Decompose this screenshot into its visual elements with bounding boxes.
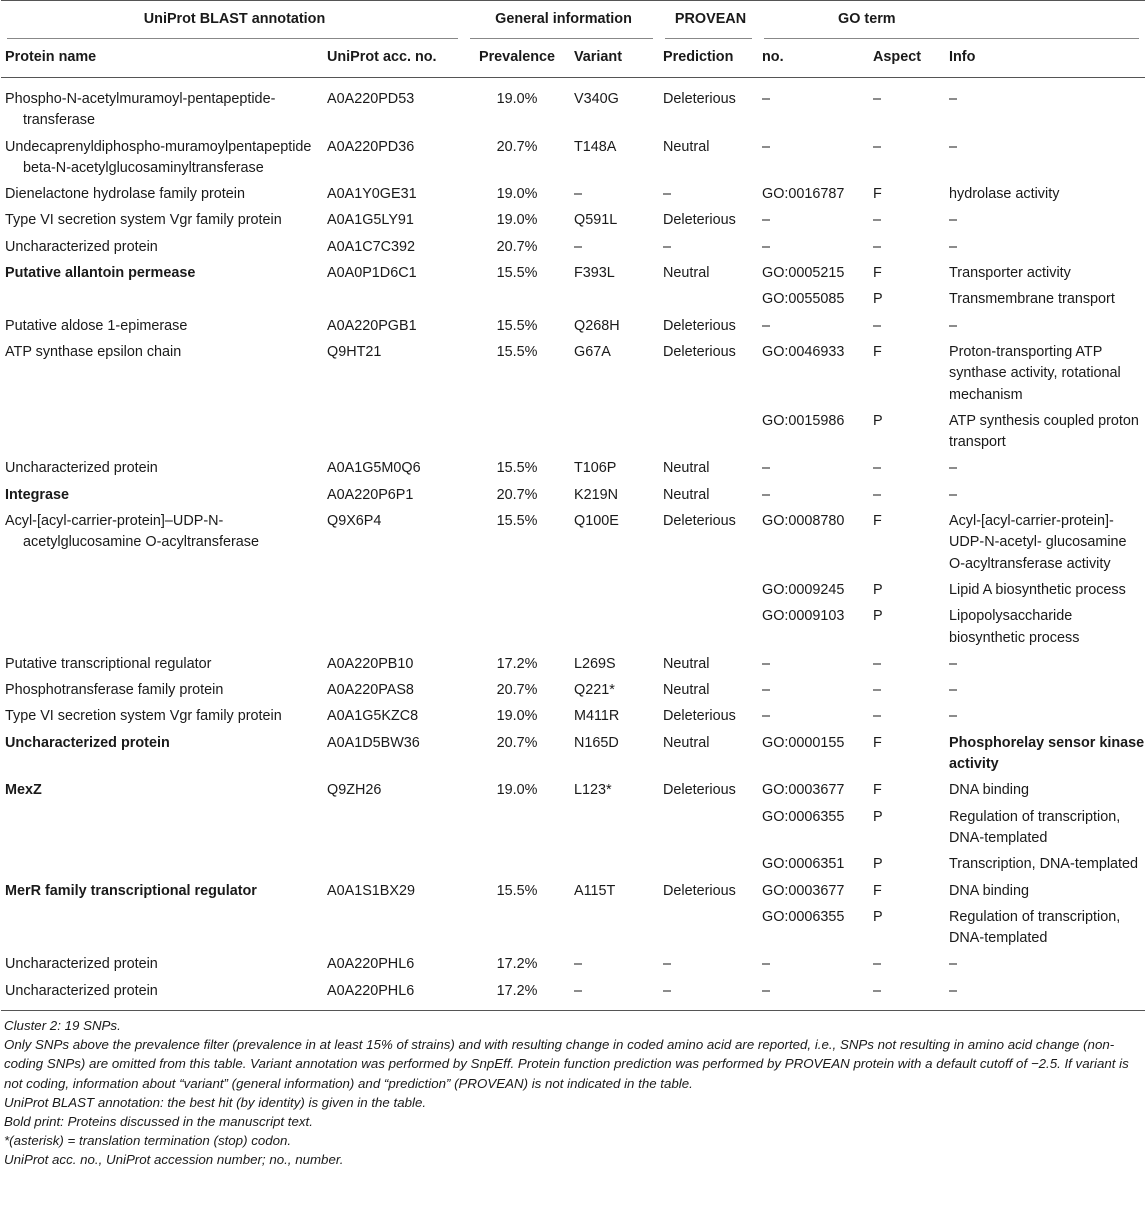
go-number-cell: – — [762, 956, 771, 973]
go-info-cell: – — [949, 317, 958, 334]
accession-cell: A0A1C7C392 — [327, 238, 416, 255]
column-header: Protein name — [1, 39, 323, 78]
go-aspect-cell: P — [873, 412, 883, 429]
go-info-cell: – — [949, 682, 958, 699]
prevalence-cell: 15.5% — [496, 265, 538, 282]
prevalence-cell: 19.0% — [496, 91, 538, 107]
prevalence-cell: 19.0% — [496, 186, 538, 203]
group-header-provean: PROVEAN — [659, 1, 758, 40]
variant-cell: A115T — [574, 882, 616, 899]
variant-cell: – — [574, 186, 583, 203]
column-header: Aspect — [869, 39, 945, 78]
table-row — [1, 210, 1145, 236]
accession-cell: A0A1G5LY91 — [327, 212, 414, 229]
go-info-cell: – — [949, 655, 958, 672]
prediction-cell: Neutral — [663, 734, 710, 751]
variant-cell: – — [574, 238, 583, 255]
go-number-cell: GO:0003677 — [762, 882, 845, 899]
protein-name-cell: MerR family transcriptional regulator — [5, 882, 257, 899]
prevalence-cell: 17.2% — [464, 981, 570, 1011]
go-aspect-cell: P — [873, 581, 883, 598]
prediction-cell: Deleterious — [663, 343, 736, 360]
go-number-cell: GO:0006351 — [762, 856, 845, 873]
go-aspect-cell: P — [873, 608, 883, 625]
go-aspect-cell: – — [873, 682, 882, 699]
prediction-cell: Deleterious — [663, 782, 736, 799]
go-info-cell: Regulation of transcription, DNA-templated — [949, 908, 1121, 947]
protein-name-cell: Type VI secretion system Vgr family protein — [5, 212, 282, 229]
prediction-cell: – — [663, 186, 672, 203]
go-aspect-cell: – — [873, 91, 882, 107]
prediction-cell: – — [663, 238, 672, 255]
prediction-cell: – — [663, 956, 672, 973]
prevalence-cell: 20.7% — [496, 682, 538, 699]
prevalence-cell: 17.2% — [496, 956, 538, 973]
go-number-cell: – — [762, 91, 771, 107]
variant-cell: Q591L — [574, 212, 618, 229]
table-row — [1, 458, 1145, 484]
accession-cell: A0A1Y0GE31 — [327, 186, 417, 203]
variant-cell: L123* — [574, 782, 612, 799]
go-number-cell: – — [758, 981, 869, 1011]
accession-cell: A0A220PAS8 — [327, 682, 414, 699]
accession-cell: A0A220P6P1 — [327, 486, 414, 503]
variant-cell: K219N — [574, 486, 619, 503]
variant-cell: T148A — [574, 138, 617, 155]
table-body — [1, 78, 1145, 1011]
go-info-cell: Lipopolysaccharide biosynthetic process — [949, 608, 1080, 646]
go-info-cell: – — [949, 486, 958, 503]
prevalence-cell: 15.5% — [496, 513, 538, 530]
protein-name-cell: Uncharacterized protein — [5, 460, 158, 477]
go-number-cell: – — [762, 655, 771, 672]
prediction-cell: Neutral — [663, 682, 710, 699]
go-number-cell: – — [762, 212, 771, 229]
go-aspect-cell: F — [873, 734, 882, 751]
prevalence-cell: 15.5% — [496, 343, 538, 360]
protein-name-cell: ATP synthase epsilon chain — [5, 343, 182, 360]
variant-cell: – — [570, 981, 659, 1011]
protein-name-cell: Putative allantoin permease — [5, 265, 196, 282]
go-aspect-cell: – — [873, 212, 882, 229]
table-row — [1, 981, 1145, 1011]
table-row — [1, 780, 1145, 806]
go-aspect-cell: – — [869, 981, 945, 1011]
go-number-cell: GO:0055085 — [762, 291, 845, 308]
go-aspect-cell: F — [873, 513, 882, 530]
go-aspect-cell: – — [873, 238, 882, 255]
accession-cell: A0A0P1D6C1 — [327, 265, 417, 282]
column-header: no. — [758, 39, 869, 78]
go-aspect-cell: – — [873, 486, 882, 503]
protein-name-cell: Type VI secretion system Vgr family protein — [5, 708, 282, 725]
table-row — [1, 78, 1145, 137]
go-info-cell: DNA binding — [949, 882, 1030, 899]
footnote-line: UniProt BLAST annotation: the best hit (by identity) is given in the table. — [4, 1094, 427, 1110]
group-header-uniprot: UniProt BLAST annotation — [1, 1, 464, 40]
protein-name-cell: Dienelactone hydrolase family protein — [5, 186, 245, 203]
table-row — [1, 511, 1145, 580]
go-number-cell: GO:0009103 — [762, 608, 845, 625]
go-number-cell: GO:0006355 — [762, 908, 845, 925]
protein-name-cell: Phospho-N-acetylmuramoyl-pentapeptide-transferase — [5, 91, 276, 129]
variant-cell: Q100E — [574, 513, 619, 530]
column-header: Prediction — [659, 39, 758, 78]
prediction-cell: Deleterious — [663, 513, 736, 530]
prevalence-cell: 20.7% — [496, 138, 538, 155]
prediction-cell: Neutral — [663, 486, 710, 503]
accession-cell: A0A1D5BW36 — [327, 734, 420, 751]
go-aspect-cell: F — [873, 186, 882, 203]
go-info-cell: – — [949, 91, 958, 107]
prediction-cell: Deleterious — [663, 708, 736, 725]
accession-cell: A0A220PB10 — [327, 655, 414, 672]
protein-name-cell: Putative aldose 1-epimerase — [5, 317, 188, 334]
protein-name-cell: Uncharacterized protein — [5, 238, 158, 255]
go-info-cell: Regulation of transcription, DNA-templated — [949, 808, 1121, 846]
go-number-cell: – — [762, 682, 771, 699]
table-row — [1, 137, 1145, 185]
prevalence-cell: 15.5% — [496, 882, 538, 899]
column-header-row — [1, 39, 1145, 78]
prevalence-cell: 20.7% — [496, 238, 538, 255]
table-row — [1, 680, 1145, 706]
footnote-line: Bold print: Proteins discussed in the manuscript text. — [4, 1114, 313, 1129]
protein-name-cell: Uncharacterized protein — [5, 956, 158, 973]
prediction-cell: Deleterious — [663, 91, 736, 107]
prevalence-cell: 19.0% — [496, 212, 538, 229]
go-number-cell: GO:0003677 — [762, 782, 845, 799]
protein-name-cell: Putative transcriptional regulator — [5, 655, 212, 672]
protein-name-cell: Integrase — [5, 486, 69, 503]
go-info-cell: Transmembrane transport — [949, 291, 1115, 308]
prediction-cell: Neutral — [663, 265, 710, 282]
footnote-line: Cluster 2: 19 SNPs. — [4, 1017, 121, 1033]
variant-cell: N165D — [574, 734, 619, 751]
prevalence-cell: 15.5% — [496, 317, 538, 334]
go-number-cell: – — [762, 138, 771, 155]
footnote-line: Only SNPs above the prevalence filter (prevalence in at least 15% of strains) and with resulting change in coded amino acid are reported, i.e., SNPs not resulting in amino acid change (non-coding SNPs) are omitted from this table. Variant annotation was performed by SnpEff. Protein function prediction was performed by PROVEAN protein with a default cutoff of −2.5. If variant is not coding, information about “variant” (general information) and “prediction” (PROVEAN) is not indicated in the table. — [4, 1037, 1129, 1091]
go-info-cell: Lipid A biosynthetic process — [949, 581, 1126, 598]
go-info-cell: ATP synthesis coupled proton transport — [949, 412, 1139, 451]
group-header-general: General information — [464, 1, 659, 40]
go-aspect-cell: F — [873, 782, 882, 799]
group-header-go-term: GO term — [758, 1, 1145, 40]
go-number-cell: GO:0046933 — [762, 343, 845, 360]
group-header-row — [1, 1, 1145, 40]
column-header: Info — [945, 39, 1145, 78]
column-header: Variant — [570, 39, 659, 78]
protein-name-cell: Uncharacterized protein — [1, 981, 323, 1011]
go-aspect-cell: F — [873, 343, 882, 360]
go-aspect-cell: – — [873, 317, 882, 334]
go-number-cell: GO:0005215 — [762, 265, 845, 282]
go-aspect-cell: – — [873, 138, 882, 155]
go-number-cell: GO:0016787 — [762, 186, 845, 203]
go-number-cell: GO:0008780 — [762, 513, 845, 530]
accession-cell: Q9ZH26 — [327, 782, 382, 799]
accession-cell: A0A220PD36 — [327, 138, 415, 155]
go-number-cell: – — [762, 460, 771, 477]
go-aspect-cell: F — [873, 265, 882, 282]
table-row — [1, 237, 1145, 263]
accession-cell: A0A220PHL6 — [327, 956, 415, 973]
go-aspect-cell: P — [873, 291, 883, 308]
table-row — [1, 881, 1145, 907]
accession-cell: Q9X6P4 — [327, 513, 382, 530]
table-row — [1, 706, 1145, 732]
table-row — [1, 342, 1145, 411]
go-aspect-cell: – — [873, 460, 882, 477]
go-aspect-cell: F — [873, 882, 882, 899]
table-row — [1, 184, 1145, 210]
table-row — [1, 485, 1145, 511]
protein-name-cell: Uncharacterized protein — [5, 734, 170, 751]
go-info-cell: hydrolase activity — [949, 186, 1060, 203]
go-aspect-cell: P — [873, 808, 883, 825]
go-number-cell: GO:0006355 — [762, 808, 845, 825]
prediction-cell: – — [659, 981, 758, 1011]
go-info-cell: – — [949, 956, 958, 973]
table-row — [1, 263, 1145, 289]
prevalence-cell: 17.2% — [496, 655, 538, 672]
go-number-cell: – — [762, 486, 771, 503]
protein-name-cell: Phosphotransferase family protein — [5, 682, 224, 699]
go-info-cell: – — [949, 138, 958, 155]
go-info-cell: Transcription, DNA-templated — [949, 856, 1139, 873]
go-info-cell: Proton-transporting ATP synthase activity, rotational mechanism — [949, 343, 1121, 403]
table-footnotes — [0, 1011, 1146, 1170]
go-number-cell: – — [762, 708, 771, 725]
footnote-line: UniProt acc. no., UniProt accession number; no., number. — [4, 1152, 344, 1168]
prediction-cell: Neutral — [663, 138, 710, 155]
column-header: Prevalence — [464, 39, 570, 78]
prevalence-cell: 19.0% — [496, 782, 538, 799]
go-number-cell: – — [762, 238, 771, 255]
go-info-cell: – — [949, 460, 958, 477]
go-number-cell: – — [762, 317, 771, 334]
go-aspect-cell: P — [873, 856, 883, 873]
column-header: UniProt acc. no. — [323, 39, 464, 78]
accession-cell: A0A220PD53 — [327, 91, 415, 107]
prevalence-cell: 20.7% — [496, 734, 538, 751]
protein-name-cell: MexZ — [5, 782, 42, 799]
go-info-cell: – — [949, 212, 958, 229]
variant-cell: L269S — [574, 655, 616, 672]
prevalence-cell: 15.5% — [496, 460, 538, 477]
go-aspect-cell: P — [873, 908, 883, 925]
table-row — [1, 654, 1145, 680]
variant-cell: T106P — [574, 460, 617, 477]
prediction-cell: Deleterious — [663, 212, 736, 229]
variant-cell: M411R — [574, 708, 620, 725]
variant-cell: – — [574, 956, 583, 973]
go-info-cell: Transporter activity — [949, 265, 1071, 282]
prediction-cell: Deleterious — [663, 317, 736, 334]
table-row — [1, 733, 1145, 781]
go-info-cell: – — [949, 708, 958, 725]
variant-cell: Q268H — [574, 317, 620, 334]
go-info-cell: – — [945, 981, 1145, 1011]
go-info-cell: DNA binding — [949, 782, 1030, 799]
go-number-cell: GO:0015986 — [762, 412, 845, 429]
go-aspect-cell: – — [873, 956, 882, 973]
prevalence-cell: 20.7% — [496, 486, 538, 503]
accession-cell: Q9HT21 — [327, 343, 382, 360]
go-aspect-cell: – — [873, 655, 882, 672]
variant-cell: G67A — [574, 343, 611, 360]
protein-name-cell: Acyl-[acyl-carrier-protein]–UDP-N-acetylglucosamine O-acyltransferase — [5, 513, 259, 551]
go-info-cell: Acyl-[acyl-carrier-protein]-UDP-N-acetyl- glucosamine O-acyltransferase activity — [949, 513, 1127, 572]
variant-cell: V340G — [574, 91, 619, 107]
accession-cell: A0A1G5KZC8 — [327, 708, 419, 725]
accession-cell: A0A220PGB1 — [327, 317, 417, 334]
go-number-cell: GO:0009245 — [762, 581, 845, 598]
variant-cell: F393L — [574, 265, 615, 282]
accession-cell: A0A1G5M0Q6 — [327, 460, 421, 477]
prediction-cell: Neutral — [663, 460, 710, 477]
go-info-cell: Phosphorelay sensor kinase activity — [949, 734, 1145, 773]
variant-cell: Q221* — [574, 682, 615, 699]
accession-cell: A0A1S1BX29 — [327, 882, 416, 899]
table-row — [1, 954, 1145, 980]
go-aspect-cell: – — [873, 708, 882, 725]
prediction-cell: Neutral — [663, 655, 710, 672]
go-number-cell: GO:0000155 — [762, 734, 845, 751]
accession-cell: A0A220PHL6 — [323, 981, 464, 1011]
footnote-line: *(asterisk) = translation termination (stop) codon. — [4, 1133, 292, 1149]
protein-name-cell: Undecaprenyldiphospho-muramoylpentapeptide beta-N-acetylglucosaminyltransferase — [5, 138, 312, 176]
go-info-cell: – — [949, 238, 958, 255]
table-row — [1, 316, 1145, 342]
snp-table — [1, 0, 1145, 1011]
prevalence-cell: 19.0% — [496, 708, 538, 725]
prediction-cell: Deleterious — [663, 882, 736, 899]
